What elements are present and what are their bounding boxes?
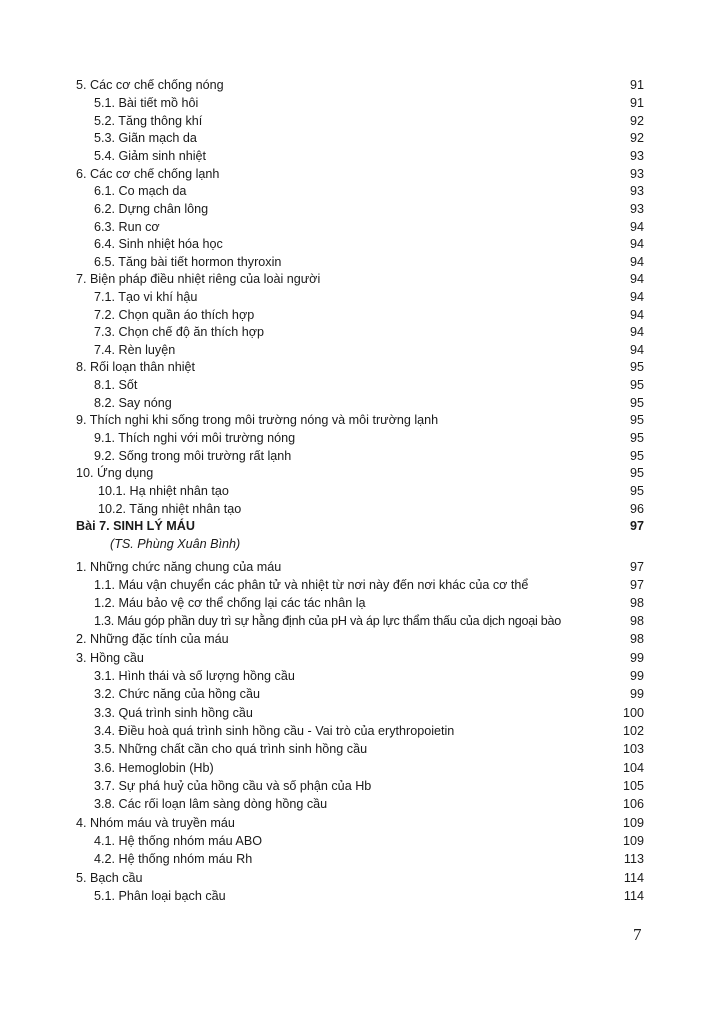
toc-entry-title: 6.2. Dựng chân lông: [94, 202, 209, 216]
toc-entry-title: 8. Rối loạn thân nhiệt: [76, 360, 196, 374]
toc-entry: [0, 722, 722, 740]
toc-entry: [0, 94, 722, 112]
toc-entry-title: 5. Các cơ chế chống nóng: [76, 78, 224, 92]
chapter-title: Bài 7. SINH LÝ MÁU: [76, 519, 195, 533]
toc-entry-page: 94: [629, 272, 644, 286]
toc-entry-page: 98: [629, 632, 644, 646]
toc-entry-page: 98: [629, 614, 644, 628]
toc-entry: [0, 612, 722, 630]
toc-entry: [0, 323, 722, 341]
toc-entry-title: 7.2. Chọn quần áo thích hợp: [94, 307, 255, 322]
toc-entry-title: 9. Thích nghi khi sống trong môi trường nóng và môi trường lạnh: [76, 413, 439, 427]
toc-entry-title: 5.3. Giãn mạch da: [94, 131, 197, 145]
toc-entry-title: 5. Bạch cầu: [76, 871, 143, 885]
toc-entry: [0, 759, 722, 777]
toc-entry-page: 98: [629, 596, 644, 610]
toc-entry-title: 1.2. Máu bảo vệ cơ thể chống lại các tác nhân lạ: [94, 596, 366, 610]
toc-entry-page: 91: [629, 96, 644, 110]
toc-entry-page: 95: [629, 378, 644, 392]
toc-entry-title: 7.1. Tạo vi khí hậu: [94, 290, 198, 304]
toc-entry: [0, 558, 722, 576]
toc-entry: [0, 594, 722, 612]
toc-entry: [0, 576, 722, 594]
toc-entry-page: 95: [629, 395, 644, 410]
toc-entry-title: 3.5. Những chất cần cho quá trình sinh hồng cầu: [94, 742, 368, 756]
toc-entry-page: 100: [622, 706, 644, 720]
toc-entry-title: 3. Hồng cầu: [76, 651, 144, 665]
toc-entry: [0, 482, 722, 500]
toc-entry-page: 109: [622, 816, 644, 830]
toc-entry-title: 10. Ứng dụng: [76, 466, 154, 480]
toc-entry-page: 109: [622, 834, 644, 848]
toc-entry-page: 96: [629, 501, 644, 516]
toc-entry: [0, 253, 722, 271]
toc-entry-page: 94: [629, 307, 644, 322]
toc-entry: [0, 147, 722, 165]
toc-entry: [0, 341, 722, 359]
toc-entry: [0, 814, 722, 832]
toc-entry: [0, 129, 722, 147]
toc-entry-page: 102: [622, 724, 644, 738]
toc-entry-title: 3.7. Sự phá huỷ của hồng cầu và số phận của Hb: [94, 779, 372, 793]
toc-entry: [0, 832, 722, 850]
toc-entry-page: 95: [629, 484, 644, 498]
chapter-author: [0, 535, 722, 553]
toc-entry-page: 106: [622, 797, 644, 811]
toc-entry-title: 9.1. Thích nghi với môi trường nóng: [94, 431, 296, 445]
toc-entry-title: 5.4. Giảm sinh nhiệt: [94, 149, 207, 163]
toc-entry-page: 99: [629, 669, 644, 683]
toc-entry-page: 95: [629, 431, 644, 445]
toc-entry-page: 113: [623, 852, 644, 866]
toc-entry-title: 7.4. Rèn luyện: [94, 342, 176, 357]
toc-entry-title: 7. Biện pháp điều nhiệt riêng của loài người: [76, 272, 321, 286]
toc-entry: [0, 411, 722, 429]
toc-entry-page: 95: [629, 448, 644, 463]
toc-entry: [0, 667, 722, 685]
toc-entry-title: 6.5. Tăng bài tiết hormon thyroxin: [94, 254, 282, 269]
toc-entry: [0, 795, 722, 813]
toc-entry: [0, 306, 722, 324]
toc-entry-page: 104: [622, 761, 644, 775]
toc-entry-title: 4.2. Hệ thống nhóm máu Rh: [94, 852, 253, 866]
toc-entry-page: 99: [629, 687, 644, 701]
toc-entry: [0, 887, 722, 905]
toc-entry-title: 3.2. Chức năng của hồng cầu: [94, 687, 260, 701]
toc-entry-page: 95: [629, 466, 644, 480]
toc-entry-title: 3.6. Hemoglobin (Hb): [94, 761, 214, 775]
toc-entry-page: 94: [629, 325, 644, 339]
toc-entry: [0, 288, 722, 306]
toc-entry-title: 1.1. Máu vận chuyển các phân tử và nhiệt từ nơi này đến nơi khác của cơ thể: [94, 578, 529, 592]
toc-entry-page: 93: [629, 166, 644, 181]
toc-entry-page: 105: [622, 779, 644, 793]
toc-entry: [0, 218, 722, 236]
toc-entry-page: 95: [629, 413, 644, 427]
toc-entry-page: 94: [629, 219, 644, 234]
toc-entry: [0, 394, 722, 412]
toc-entry-page: 94: [629, 342, 644, 357]
toc-entry-page: 92: [629, 113, 644, 128]
toc-entry-title: 10.2. Tăng nhiệt nhân tạo: [98, 501, 242, 516]
toc-entry-title: 1. Những chức năng chung của máu: [76, 560, 282, 574]
author-name: (TS. Phùng Xuân Bình): [110, 537, 241, 551]
toc-entry-title: 6. Các cơ chế chống lạnh: [76, 166, 220, 181]
toc-entry: [0, 869, 722, 887]
toc-entry-title: 10.1. Hạ nhiệt nhân tạo: [98, 484, 229, 498]
toc-entry: [0, 358, 722, 376]
toc-entry-title: 3.3. Quá trình sinh hồng cầu: [94, 706, 253, 720]
toc-entry: [0, 447, 722, 465]
toc-entry-page: 94: [629, 237, 644, 251]
toc-entry-title: 8.1. Sốt: [94, 378, 138, 392]
toc-entry: [0, 685, 722, 703]
toc-entry-page: 91: [629, 78, 644, 92]
toc-entry-title: 5.2. Tăng thông khí: [94, 113, 203, 128]
toc-entry: [0, 850, 722, 868]
toc-entry-title: 2. Những đặc tính của máu: [76, 632, 229, 646]
toc-entry-page: 94: [629, 254, 644, 269]
page-number: 7: [633, 925, 642, 944]
toc-entry: [0, 649, 722, 667]
toc-entry: [0, 704, 722, 722]
toc-entry: [0, 630, 722, 648]
toc-entry-page: 97: [629, 519, 644, 533]
toc-entry-page: 114: [623, 871, 644, 885]
toc-entry: [0, 429, 722, 447]
toc-entry-title: 9.2. Sống trong môi trường rất lạnh: [94, 448, 292, 463]
toc-entry-page: 95: [629, 360, 644, 374]
chapter-heading: [0, 517, 722, 535]
toc-entry-title: 4.1. Hệ thống nhóm máu ABO: [94, 834, 263, 848]
toc-entry-page: 92: [629, 131, 644, 145]
toc-entry-page: 93: [629, 149, 644, 163]
toc-entry: [0, 376, 722, 394]
toc-entry-title: 4. Nhóm máu và truyền máu: [76, 816, 235, 830]
toc-entry-title: 8.2. Say nóng: [94, 395, 172, 410]
toc-entry: [0, 740, 722, 758]
toc-entry-page: 97: [629, 578, 644, 592]
toc-entry: [0, 182, 722, 200]
toc-entry: [0, 200, 722, 218]
toc-entry-page: 93: [629, 184, 644, 198]
toc-entry: [0, 464, 722, 482]
toc-entry-page: 99: [629, 651, 644, 665]
toc-entry-title: 3.1. Hình thái và số lượng hồng cầu: [94, 669, 295, 683]
toc-entry-page: 93: [629, 202, 644, 216]
toc-entry-title: 5.1. Phân loại bạch cầu: [94, 889, 226, 903]
toc-entry-page: 103: [622, 742, 644, 756]
toc-entry-title: 7.3. Chọn chế độ ăn thích hợp: [94, 325, 264, 339]
toc-entry: [0, 500, 722, 518]
toc-entry: [0, 777, 722, 795]
toc-entry-title: 6.1. Co mạch da: [94, 184, 187, 198]
toc-entry-page: 114: [623, 889, 644, 903]
toc-entry: [0, 165, 722, 183]
toc-entry-page: 97: [629, 560, 644, 574]
toc-entry-title: 6.4. Sinh nhiệt hóa học: [94, 237, 223, 251]
toc-entry-page: 94: [629, 290, 644, 304]
toc-entry-title: 1.3. Máu góp phần duy trì sự hằng định của pH và áp lực thẩm thấu của dịch ngoại bào: [94, 614, 562, 628]
toc-entry: [0, 76, 722, 94]
toc-entry: [0, 235, 722, 253]
toc-entry: [0, 112, 722, 130]
toc-entry: [0, 270, 722, 288]
toc-entry-title: 6.3. Run cơ: [94, 219, 160, 234]
toc-entry-title: 3.8. Các rối loạn lâm sàng dòng hồng cầu: [94, 797, 328, 811]
toc-entry-title: 3.4. Điều hoà quá trình sinh hồng cầu - Vai trò của erythropoietin: [94, 724, 455, 738]
toc-entry-title: 5.1. Bài tiết mồ hôi: [94, 96, 199, 110]
